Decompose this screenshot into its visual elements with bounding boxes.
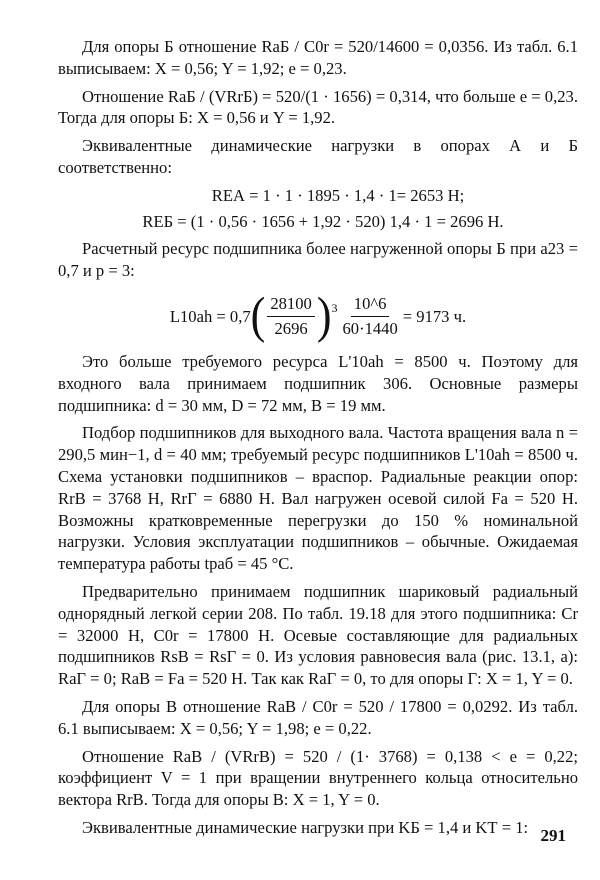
left-paren: (: [250, 287, 266, 345]
formula-l10ah: [58, 287, 578, 345]
formula-lhs: L10ah = 0,7: [169, 306, 251, 326]
paragraph-8: Для опоры В отношение RaВ / C0r = 520 / 17800 = 0,0292. Из табл. 6.1 выписываем: X = 0,56; Y = 1,98; e = 0,22.: [58, 696, 578, 738]
exponent: 3: [331, 300, 338, 315]
fraction-denominator: 60·1440: [342, 318, 398, 338]
paragraph-2: Отношение RaБ / (VRrБ) = 520/(1 · 1656) = 0,314, что больше e = 0,23. Тогда для опоры Б: X = 0,56 и Y = 1,92.: [58, 86, 578, 128]
paragraph-1: Для опоры Б отношение RaБ / C0r = 520/14600 = 0,0356. Из табл. 6.1 выписываем: X = 0,56; Y = 1,92; e = 0,23.: [58, 37, 578, 78]
paragraph-3: Эквивалентные динамические нагрузки в опорах А и Б соответственно:: [58, 136, 578, 177]
fraction-numerator: 10^6: [351, 294, 390, 317]
formula-reb: RЕБ = (1 · 0,56 · 1656 + 1,92 · 520) 1,4 · 1 = 2696 Н.: [142, 211, 504, 231]
paragraph-4: Расчетный ресурс подшипника более нагруженной опоры Б при a23 = 0,7 и p = 3:: [58, 239, 578, 281]
formula-rea: RЕА = 1 · 1 · 1895 · 1,4 · 1= 2653 Н;: [211, 185, 465, 205]
paragraph-10: Эквивалентные динамические нагрузки при KБ = 1,4 и KТ = 1:: [82, 817, 529, 837]
paragraph-6: Подбор подшипников для выходного вала. Частота вращения вала n = 290,5 мин−1, d = 40 мм; требуемый ресурс подшипников L'10ah = 8500 ч. Схема установки подшипников – враспор. Радиальные реакции опор: RrВ = 3768 Н, RrГ = 6880 Н. Вал нагружен осевой силой Fa = 520 Н. Возможны кратковременные перегрузки до 150 % номинальной нагрузки. Условия эксплуатации подшипников – обычные. Ожидаемая температура работы tраб = 45 °С.: [58, 423, 578, 574]
fraction-numerator: 28100: [267, 294, 314, 317]
page-number: 291: [540, 826, 566, 845]
paragraph-9: Отношение RaВ / (VRrВ) = 520 / (1· 3768) = 0,138 < e = 0,22; коэффициент V = 1 при вращении внутреннего кольца относительно вектора RrВ. Тогда для опоры В: X = 1, Y = 0.: [58, 746, 578, 810]
fraction-denominator: 2696: [274, 318, 308, 338]
paragraph-5: Это больше требуемого ресурса L'10ah = 8500 ч. Поэтому для входного вала принимаем подшипник 306. Основные размеры подшипника: d = 30 мм, D = 72 мм, B = 19 мм.: [58, 351, 578, 415]
paragraph-7: Предварительно принимаем подшипник шариковый радиальный однорядный легкой серии 208. По табл. 19.18 для этого подшипника: Cr = 32000 Н, C0r = 17800 Н. Осевые составляющие для радиальных подшипников RsВ = RsГ = 0. Из условия равновесия вала (рис. 13.1, a): RaГ = 0; RaВ = Fa = 520 Н. Так как RaГ = 0, то для опоры Г: X = 1, Y = 0.: [58, 581, 578, 689]
formula-rhs: = 9173 ч.: [402, 306, 467, 326]
fraction-load-ratio: [267, 294, 314, 339]
page-body: [58, 36, 578, 839]
right-paren: ): [316, 287, 332, 345]
fraction-hours: [339, 294, 400, 339]
